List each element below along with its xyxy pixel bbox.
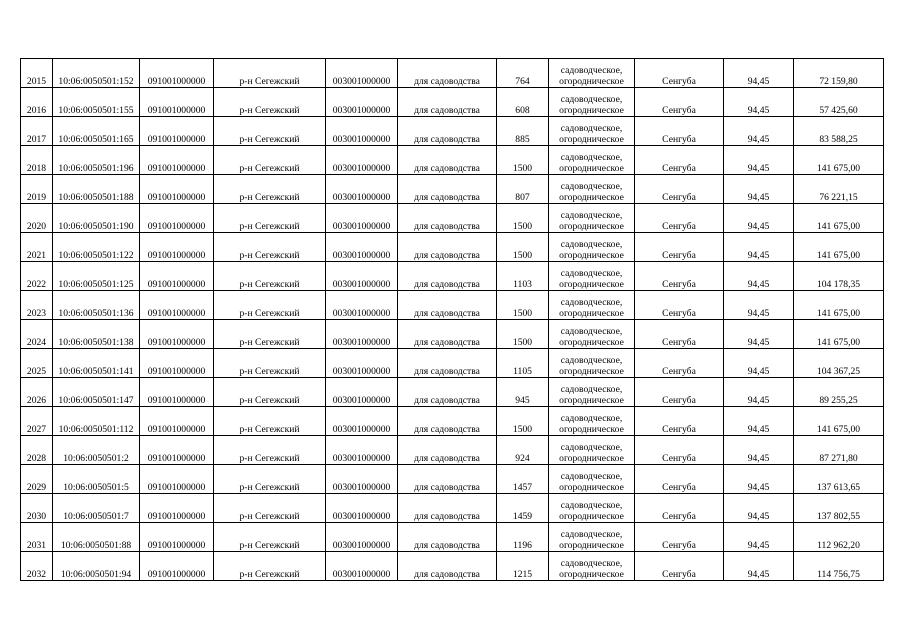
area: 1459 bbox=[497, 494, 549, 523]
cadastral-value: 112 962,20 bbox=[794, 523, 884, 552]
land-use-type bbox=[549, 378, 635, 407]
specific-value: 94,45 bbox=[724, 204, 794, 233]
land-use-type bbox=[549, 204, 635, 233]
permitted-use: для садоводства bbox=[398, 233, 497, 262]
cadastral-number: 10:06:0050501:152 bbox=[53, 59, 140, 88]
land-use-type-line2: огородническое bbox=[559, 568, 624, 580]
land-use-type-line1: садоводческое, bbox=[560, 529, 623, 540]
cadastral-number: 10:06:0050501:112 bbox=[53, 407, 140, 436]
land-use-type-line2: огородническое bbox=[559, 481, 624, 493]
cadastral-value: 141 675,00 bbox=[794, 320, 884, 349]
land-use-type-line1: садоводческое, bbox=[560, 558, 623, 569]
land-use-type bbox=[549, 407, 635, 436]
district: р-н Сегежский bbox=[214, 494, 326, 523]
land-use-type-line1: садоводческое, bbox=[560, 384, 623, 395]
oktmo-code: 003001000000 bbox=[326, 262, 398, 291]
cadastral-number: 10:06:0050501:88 bbox=[53, 523, 140, 552]
land-use-type-line2: огородническое bbox=[559, 394, 624, 406]
district: р-н Сегежский bbox=[214, 320, 326, 349]
cadastral-value: 137 613,65 bbox=[794, 465, 884, 494]
table-row bbox=[21, 59, 884, 88]
permitted-use: для садоводства bbox=[398, 291, 497, 320]
land-use-type-line2: огородническое bbox=[559, 307, 624, 319]
row-number: 2032 bbox=[21, 552, 53, 581]
permitted-use: для садоводства bbox=[398, 349, 497, 378]
area: 764 bbox=[497, 59, 549, 88]
okato-code: 091001000000 bbox=[140, 204, 214, 233]
locality: Сенгуба bbox=[635, 88, 724, 117]
cadastral-value: 57 425,60 bbox=[794, 88, 884, 117]
locality: Сенгуба bbox=[635, 117, 724, 146]
district: р-н Сегежский bbox=[214, 204, 326, 233]
specific-value: 94,45 bbox=[724, 523, 794, 552]
row-number: 2022 bbox=[21, 262, 53, 291]
permitted-use: для садоводства bbox=[398, 465, 497, 494]
cadastral-value: 104 367,25 bbox=[794, 349, 884, 378]
area: 945 bbox=[497, 378, 549, 407]
permitted-use: для садоводства bbox=[398, 146, 497, 175]
cadastral-value: 137 802,55 bbox=[794, 494, 884, 523]
specific-value: 94,45 bbox=[724, 552, 794, 581]
cadastral-value: 72 159,80 bbox=[794, 59, 884, 88]
area: 807 bbox=[497, 175, 549, 204]
okato-code: 091001000000 bbox=[140, 523, 214, 552]
land-use-type bbox=[549, 523, 635, 552]
cadastral-value: 141 675,00 bbox=[794, 407, 884, 436]
land-use-type-line2: огородническое bbox=[559, 452, 624, 464]
oktmo-code: 003001000000 bbox=[326, 320, 398, 349]
row-number: 2019 bbox=[21, 175, 53, 204]
oktmo-code: 003001000000 bbox=[326, 465, 398, 494]
specific-value: 94,45 bbox=[724, 349, 794, 378]
okato-code: 091001000000 bbox=[140, 175, 214, 204]
locality: Сенгуба bbox=[635, 523, 724, 552]
land-use-type-line2: огородническое bbox=[559, 191, 624, 203]
table-row bbox=[21, 204, 884, 233]
cadastral-number: 10:06:0050501:138 bbox=[53, 320, 140, 349]
cadastral-value: 141 675,00 bbox=[794, 204, 884, 233]
table-row bbox=[21, 552, 884, 581]
table-row bbox=[21, 320, 884, 349]
oktmo-code: 003001000000 bbox=[326, 117, 398, 146]
district: р-н Сегежский bbox=[214, 407, 326, 436]
land-use-type bbox=[549, 175, 635, 204]
table-row bbox=[21, 378, 884, 407]
land-use-type-line2: огородническое bbox=[559, 278, 624, 290]
area: 1500 bbox=[497, 407, 549, 436]
oktmo-code: 003001000000 bbox=[326, 146, 398, 175]
area: 1105 bbox=[497, 349, 549, 378]
table-row bbox=[21, 407, 884, 436]
land-use-type-line2: огородническое bbox=[559, 249, 624, 261]
area: 1500 bbox=[497, 146, 549, 175]
permitted-use: для садоводства bbox=[398, 59, 497, 88]
area: 1196 bbox=[497, 523, 549, 552]
okato-code: 091001000000 bbox=[140, 552, 214, 581]
locality: Сенгуба bbox=[635, 320, 724, 349]
land-use-type bbox=[549, 436, 635, 465]
land-use-type-line2: огородническое bbox=[559, 539, 624, 551]
land-use-type-line1: садоводческое, bbox=[560, 355, 623, 366]
cadastral-number: 10:06:0050501:155 bbox=[53, 88, 140, 117]
row-number: 2015 bbox=[21, 59, 53, 88]
land-use-type bbox=[549, 233, 635, 262]
oktmo-code: 003001000000 bbox=[326, 59, 398, 88]
okato-code: 091001000000 bbox=[140, 146, 214, 175]
permitted-use: для садоводства bbox=[398, 204, 497, 233]
land-use-type-line2: огородническое bbox=[559, 162, 624, 174]
permitted-use: для садоводства bbox=[398, 407, 497, 436]
cadastral-number: 10:06:0050501:125 bbox=[53, 262, 140, 291]
locality: Сенгуба bbox=[635, 59, 724, 88]
area: 1457 bbox=[497, 465, 549, 494]
okato-code: 091001000000 bbox=[140, 349, 214, 378]
area: 1500 bbox=[497, 291, 549, 320]
specific-value: 94,45 bbox=[724, 233, 794, 262]
table-row bbox=[21, 291, 884, 320]
row-number: 2024 bbox=[21, 320, 53, 349]
land-use-type-line2: огородническое bbox=[559, 365, 624, 377]
row-number: 2029 bbox=[21, 465, 53, 494]
land-use-type-line1: садоводческое, bbox=[560, 123, 623, 134]
land-use-type bbox=[549, 552, 635, 581]
land-use-type-line2: огородническое bbox=[559, 133, 624, 145]
specific-value: 94,45 bbox=[724, 117, 794, 146]
okato-code: 091001000000 bbox=[140, 494, 214, 523]
land-use-type-line1: садоводческое, bbox=[560, 239, 623, 250]
okato-code: 091001000000 bbox=[140, 407, 214, 436]
specific-value: 94,45 bbox=[724, 262, 794, 291]
row-number: 2021 bbox=[21, 233, 53, 262]
district: р-н Сегежский bbox=[214, 436, 326, 465]
row-number: 2028 bbox=[21, 436, 53, 465]
table-row bbox=[21, 117, 884, 146]
locality: Сенгуба bbox=[635, 407, 724, 436]
permitted-use: для садоводства bbox=[398, 262, 497, 291]
cadastral-number: 10:06:0050501:2 bbox=[53, 436, 140, 465]
row-number: 2031 bbox=[21, 523, 53, 552]
locality: Сенгуба bbox=[635, 465, 724, 494]
land-use-type-line1: садоводческое, bbox=[560, 181, 623, 192]
oktmo-code: 003001000000 bbox=[326, 204, 398, 233]
land-use-type-line1: садоводческое, bbox=[560, 471, 623, 482]
district: р-н Сегежский bbox=[214, 233, 326, 262]
cadastral-value: 141 675,00 bbox=[794, 291, 884, 320]
specific-value: 94,45 bbox=[724, 59, 794, 88]
land-use-type-line1: садоводческое, bbox=[560, 152, 623, 163]
specific-value: 94,45 bbox=[724, 494, 794, 523]
cadastral-number: 10:06:0050501:7 bbox=[53, 494, 140, 523]
land-use-type-line1: садоводческое, bbox=[560, 268, 623, 279]
locality: Сенгуба bbox=[635, 204, 724, 233]
permitted-use: для садоводства bbox=[398, 117, 497, 146]
locality: Сенгуба bbox=[635, 552, 724, 581]
land-use-type bbox=[549, 146, 635, 175]
land-use-type-line1: садоводческое, bbox=[560, 210, 623, 221]
land-use-type-line1: садоводческое, bbox=[560, 94, 623, 105]
permitted-use: для садоводства bbox=[398, 378, 497, 407]
oktmo-code: 003001000000 bbox=[326, 349, 398, 378]
table-row bbox=[21, 523, 884, 552]
land-use-type-line1: садоводческое, bbox=[560, 65, 623, 76]
land-use-type-line2: огородническое bbox=[559, 75, 624, 87]
cadastral-number: 10:06:0050501:122 bbox=[53, 233, 140, 262]
cadastral-value: 141 675,00 bbox=[794, 233, 884, 262]
locality: Сенгуба bbox=[635, 436, 724, 465]
row-number: 2018 bbox=[21, 146, 53, 175]
specific-value: 94,45 bbox=[724, 146, 794, 175]
cadastral-value: 89 255,25 bbox=[794, 378, 884, 407]
cadastral-number: 10:06:0050501:5 bbox=[53, 465, 140, 494]
cadastral-number: 10:06:0050501:147 bbox=[53, 378, 140, 407]
okato-code: 091001000000 bbox=[140, 465, 214, 494]
land-use-type-line1: садоводческое, bbox=[560, 297, 623, 308]
land-use-type bbox=[549, 494, 635, 523]
okato-code: 091001000000 bbox=[140, 378, 214, 407]
land-use-type bbox=[549, 465, 635, 494]
okato-code: 091001000000 bbox=[140, 117, 214, 146]
permitted-use: для садоводства bbox=[398, 175, 497, 204]
district: р-н Сегежский bbox=[214, 523, 326, 552]
cadastral-value: 141 675,00 bbox=[794, 146, 884, 175]
table-row bbox=[21, 465, 884, 494]
table-row bbox=[21, 146, 884, 175]
area: 1500 bbox=[497, 320, 549, 349]
oktmo-code: 003001000000 bbox=[326, 175, 398, 204]
district: р-н Сегежский bbox=[214, 465, 326, 494]
permitted-use: для садоводства bbox=[398, 88, 497, 117]
row-number: 2025 bbox=[21, 349, 53, 378]
district: р-н Сегежский bbox=[214, 88, 326, 117]
oktmo-code: 003001000000 bbox=[326, 552, 398, 581]
locality: Сенгуба bbox=[635, 233, 724, 262]
land-use-type bbox=[549, 291, 635, 320]
oktmo-code: 003001000000 bbox=[326, 494, 398, 523]
table-row bbox=[21, 88, 884, 117]
area: 1103 bbox=[497, 262, 549, 291]
table-body bbox=[21, 59, 884, 581]
district: р-н Сегежский bbox=[214, 146, 326, 175]
district: р-н Сегежский bbox=[214, 262, 326, 291]
land-use-type-line1: садоводческое, bbox=[560, 500, 623, 511]
okato-code: 091001000000 bbox=[140, 59, 214, 88]
district: р-н Сегежский bbox=[214, 349, 326, 378]
district: р-н Сегежский bbox=[214, 378, 326, 407]
area: 1215 bbox=[497, 552, 549, 581]
permitted-use: для садоводства bbox=[398, 436, 497, 465]
cadastral-number: 10:06:0050501:141 bbox=[53, 349, 140, 378]
specific-value: 94,45 bbox=[724, 320, 794, 349]
land-use-type-line1: садоводческое, bbox=[560, 442, 623, 453]
locality: Сенгуба bbox=[635, 146, 724, 175]
oktmo-code: 003001000000 bbox=[326, 88, 398, 117]
area: 924 bbox=[497, 436, 549, 465]
specific-value: 94,45 bbox=[724, 291, 794, 320]
land-use-type bbox=[549, 59, 635, 88]
specific-value: 94,45 bbox=[724, 175, 794, 204]
locality: Сенгуба bbox=[635, 378, 724, 407]
land-use-type bbox=[549, 117, 635, 146]
table-row bbox=[21, 233, 884, 262]
cadastral-value: 104 178,35 bbox=[794, 262, 884, 291]
cadastral-value: 83 588,25 bbox=[794, 117, 884, 146]
permitted-use: для садоводства bbox=[398, 320, 497, 349]
land-use-type-line1: садоводческое, bbox=[560, 413, 623, 424]
land-plot-table bbox=[20, 58, 884, 581]
okato-code: 091001000000 bbox=[140, 262, 214, 291]
district: р-н Сегежский bbox=[214, 291, 326, 320]
table-row bbox=[21, 262, 884, 291]
row-number: 2023 bbox=[21, 291, 53, 320]
okato-code: 091001000000 bbox=[140, 291, 214, 320]
land-use-type bbox=[549, 320, 635, 349]
permitted-use: для садоводства bbox=[398, 494, 497, 523]
locality: Сенгуба bbox=[635, 349, 724, 378]
okato-code: 091001000000 bbox=[140, 436, 214, 465]
land-use-type bbox=[549, 262, 635, 291]
table-row bbox=[21, 349, 884, 378]
table-row bbox=[21, 175, 884, 204]
district: р-н Сегежский bbox=[214, 117, 326, 146]
row-number: 2027 bbox=[21, 407, 53, 436]
cadastral-number: 10:06:0050501:190 bbox=[53, 204, 140, 233]
cadastral-number: 10:06:0050501:94 bbox=[53, 552, 140, 581]
district: р-н Сегежский bbox=[214, 552, 326, 581]
cadastral-number: 10:06:0050501:188 bbox=[53, 175, 140, 204]
permitted-use: для садоводства bbox=[398, 552, 497, 581]
area: 885 bbox=[497, 117, 549, 146]
cadastral-value: 76 221,15 bbox=[794, 175, 884, 204]
area: 608 bbox=[497, 88, 549, 117]
locality: Сенгуба bbox=[635, 175, 724, 204]
land-use-type-line2: огородническое bbox=[559, 336, 624, 348]
cadastral-value: 114 756,75 bbox=[794, 552, 884, 581]
oktmo-code: 003001000000 bbox=[326, 436, 398, 465]
land-use-type-line2: огородническое bbox=[559, 220, 624, 232]
oktmo-code: 003001000000 bbox=[326, 407, 398, 436]
district: р-н Сегежский bbox=[214, 175, 326, 204]
land-use-type-line2: огородническое bbox=[559, 423, 624, 435]
specific-value: 94,45 bbox=[724, 88, 794, 117]
okato-code: 091001000000 bbox=[140, 320, 214, 349]
locality: Сенгуба bbox=[635, 262, 724, 291]
land-use-type bbox=[549, 349, 635, 378]
oktmo-code: 003001000000 bbox=[326, 233, 398, 262]
land-use-type-line2: огородническое bbox=[559, 104, 624, 116]
land-use-type-line2: огородническое bbox=[559, 510, 624, 522]
row-number: 2030 bbox=[21, 494, 53, 523]
cadastral-number: 10:06:0050501:196 bbox=[53, 146, 140, 175]
area: 1500 bbox=[497, 204, 549, 233]
locality: Сенгуба bbox=[635, 494, 724, 523]
specific-value: 94,45 bbox=[724, 465, 794, 494]
specific-value: 94,45 bbox=[724, 407, 794, 436]
oktmo-code: 003001000000 bbox=[326, 378, 398, 407]
oktmo-code: 003001000000 bbox=[326, 523, 398, 552]
permitted-use: для садоводства bbox=[398, 523, 497, 552]
row-number: 2016 bbox=[21, 88, 53, 117]
land-use-type bbox=[549, 88, 635, 117]
area: 1500 bbox=[497, 233, 549, 262]
specific-value: 94,45 bbox=[724, 378, 794, 407]
table-row bbox=[21, 436, 884, 465]
cadastral-number: 10:06:0050501:136 bbox=[53, 291, 140, 320]
cadastral-number: 10:06:0050501:165 bbox=[53, 117, 140, 146]
okato-code: 091001000000 bbox=[140, 233, 214, 262]
cadastral-value: 87 271,80 bbox=[794, 436, 884, 465]
locality: Сенгуба bbox=[635, 291, 724, 320]
row-number: 2026 bbox=[21, 378, 53, 407]
table-row bbox=[21, 494, 884, 523]
land-use-type-line1: садоводческое, bbox=[560, 326, 623, 337]
row-number: 2020 bbox=[21, 204, 53, 233]
row-number: 2017 bbox=[21, 117, 53, 146]
district: р-н Сегежский bbox=[214, 59, 326, 88]
oktmo-code: 003001000000 bbox=[326, 291, 398, 320]
okato-code: 091001000000 bbox=[140, 88, 214, 117]
specific-value: 94,45 bbox=[724, 436, 794, 465]
